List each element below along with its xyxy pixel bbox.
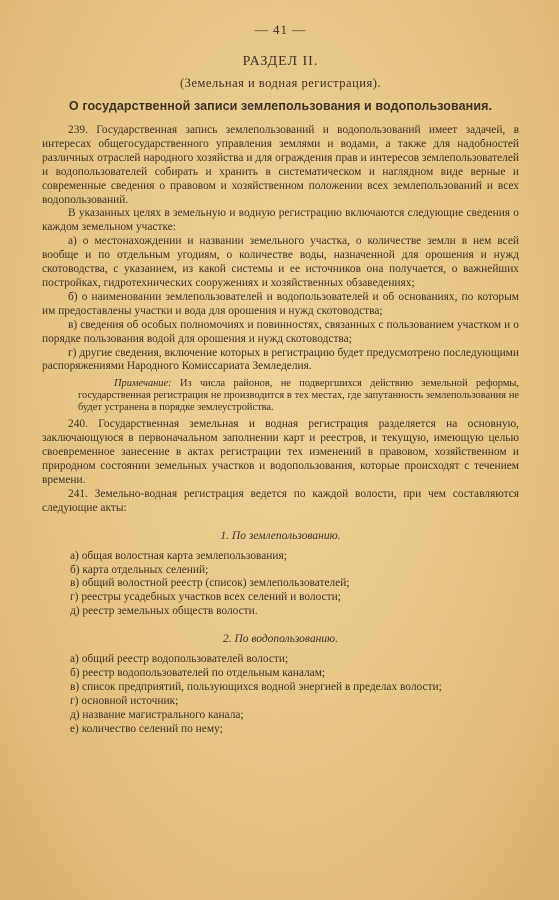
list-item: д) реестр земельных обществ волости. bbox=[70, 605, 258, 618]
list-item: в) список предприятий, пользующихся водной энергией в пределах волости; bbox=[70, 681, 442, 693]
list-item: д) название магистрального канала; bbox=[70, 708, 244, 721]
list-item: б) реестр водопользователей по отдельным каналам; bbox=[70, 667, 326, 680]
section-title: РАЗДЕЛ II. bbox=[242, 54, 319, 69]
list-item: б) карта отдельных селений; bbox=[70, 563, 209, 576]
note bbox=[78, 378, 519, 414]
item-v: в) сведения об особых полномочиях и повинностях, связанных с пользованием участком и о порядке пользования водой для орошения и нужд скотоводства; bbox=[42, 318, 519, 345]
list-item: а) общая волостная карта землепользования; bbox=[70, 549, 287, 562]
water-use-list bbox=[70, 653, 519, 736]
note-text: Из числа районов, не подвергшихся действию земельной реформы, государственная регистрация не производится в тех местах, где запутанность землепользования не будет устранена в порядке землеустройства. bbox=[78, 378, 519, 414]
chapter-heading: О государственной записи землепользования и водопользования. bbox=[68, 99, 493, 113]
article-239-intro: В указанных целях в земельную и водную регистрацию включаются следующие сведения о каждом земельном участке: bbox=[42, 207, 519, 234]
list-item: е) количество селений по нему; bbox=[70, 722, 223, 735]
water-use-title: 2. По водопользованию. bbox=[222, 633, 339, 646]
note-label: Примечание: bbox=[114, 378, 172, 390]
land-use-title: 1. По землепользованию. bbox=[220, 529, 341, 542]
list-item: а) общий реестр водопользователей волости; bbox=[70, 653, 289, 666]
item-a: а) о местонахождении и названии земельного участка, о количестве земли в нем всей вообще и по отдельным угодиям, о количестве воды, назначенной для орошения и нужд скотоводства, с указанием, из какой системы и ее источников она получается, о важнейших постройках, гидротехнических сооружениях и хозяйственных обзаведениях; bbox=[42, 235, 519, 289]
section-subtitle: (Земельная и водная регистрация). bbox=[180, 76, 381, 90]
page-number: — 41 — bbox=[254, 22, 307, 37]
list-item: в) общий волостной реестр (список) землепользователей; bbox=[70, 577, 350, 590]
item-b: б) о наименовании землепользователей и водопользователей и об основаниях, по которым им предоставлены участки и вода для орошения и нужд скотоводства; bbox=[42, 290, 519, 317]
list-item: г) основной источник; bbox=[70, 694, 179, 707]
land-use-list bbox=[70, 550, 519, 620]
article-240: 240. Государственная земельная и водная регистрация разделяется на основную, заключающуюся в первоначальном заполнении карт и реестров, и текущую, имеющую целью своевременное занесение в актах регистрации тех изменений в правовом, хозяйственном и природном состоянии земельных участков и водопользования, которые происходят с течением времени. bbox=[42, 418, 519, 486]
item-g: г) другие сведения, включение которых в регистрацию будет предусмотрено последующими распоряжениями Народного Комиссариата Земледелия. bbox=[42, 346, 519, 373]
list-item: г) реестры усадебных участков всех селений и волости; bbox=[70, 591, 341, 604]
article-241: 241. Земельно-водная регистрация ведется по каждой волости, при чем составляются следующие акты: bbox=[42, 487, 519, 514]
article-239: 239. Государственная запись землепользований и водопользований имеет задачей, в интересах общегосударственного управления землями и водами, а также для надобностей различных отраслей народного хозяйства и для ограждения прав и интересов землепользователей и водопользователей собирать и хранить в систематическом и наглядном виде верные и современные сведения о правовом и хозяйственном положении всех землепользований и всех водопользований. bbox=[42, 124, 519, 206]
